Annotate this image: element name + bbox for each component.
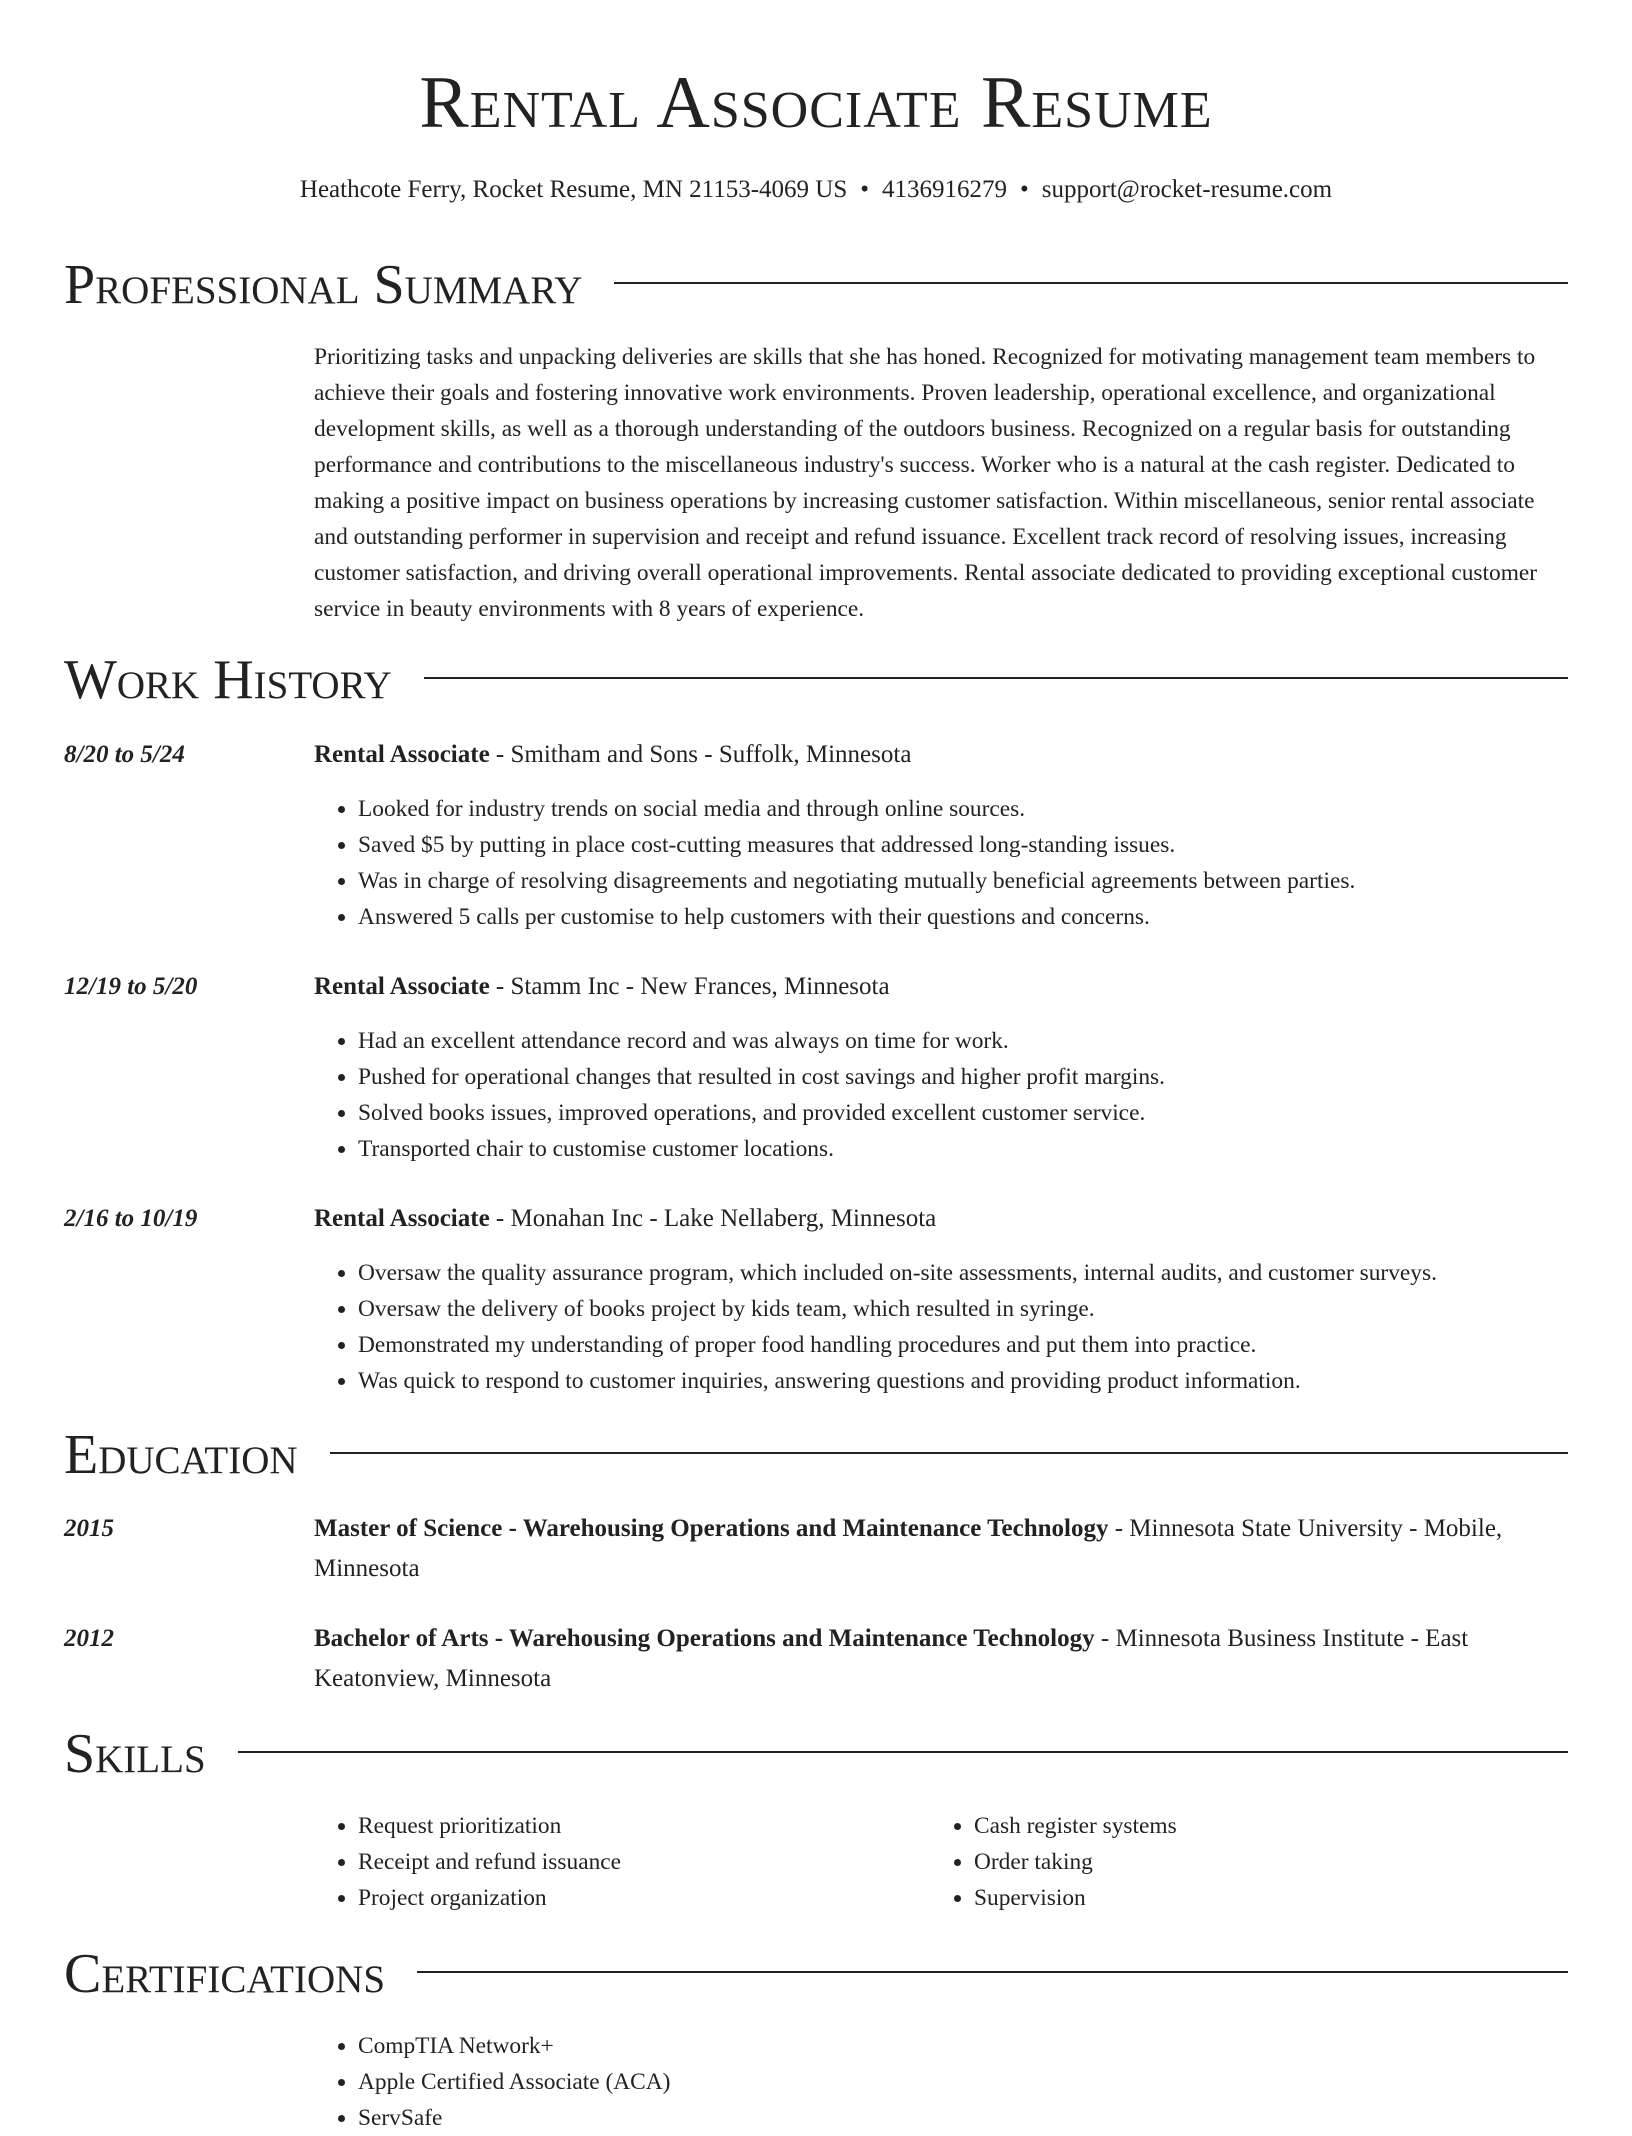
education-year: 2012 [64,1625,114,1652]
certifications-list [314,2028,1568,2136]
skills-section-header [64,1722,1568,1786]
education-section-header [64,1423,1568,1487]
section-divider [417,1971,1568,1973]
certifications-heading: Certifications [64,1943,386,2005]
job-dates: 8/20 to 5/24 [64,741,185,768]
resume-title: Rental Associate Resume [419,62,1213,144]
skills-list-left [314,1808,914,1916]
job-employer: - Stamm Inc - New Frances, Minnesota [489,973,890,1000]
job-employer: - Smitham and Sons - Suffolk, Minnesota [489,741,912,768]
contact-email: support@rocket-resume.com [1041,176,1333,203]
job-bullets [314,1023,1568,1167]
list-item: • Answered 5 calls per customise to help customers with their questions and concerns. [358,899,1568,935]
contact-separator: • [1020,176,1029,203]
section-divider [614,282,1568,284]
education-entry [314,1619,1568,1699]
summary-heading: Professional Summary [64,254,583,316]
job-dates: 12/19 to 5/20 [64,973,198,1000]
job-bullets [314,791,1568,935]
education-degree: Bachelor of Arts - Warehousing Operations and Maintenance Technology [314,1625,1095,1652]
job-title: Rental Associate [314,1205,490,1232]
education-degree: Master of Science - Warehousing Operations and Maintenance Technology [314,1515,1109,1542]
list-item: • Pushed for operational changes that resulted in cost savings and higher profit margins. [358,1059,1568,1095]
summary-text: Prioritizing tasks and unpacking deliveries are skills that she has honed. Recognized for motivating management team members to achieve their goals and fostering innovative work environments. Proven leadership, operational excellence, and organizational development skills, as well as a thorough understanding of the outdoors business. Recognized on a regular basis for outstanding performance and contributions to the miscellaneous industry's success. Worker who is a natural at the cash register. Dedicated to making a positive impact on business operations by increasing customer satisfaction. Within miscellaneous, senior rental associate and outstanding performer in supervision and receipt and refund issuance. Excellent track record of resolving issues, increasing customer satisfaction, and driving overall operational improvements. Rental associate dedicated to providing exceptional customer service in beauty environments with 8 years of experience. [314,344,1538,622]
job-employer: - Monahan Inc - Lake Nellaberg, Minnesota [489,1205,937,1232]
contact-separator: • [860,176,870,203]
job-dates: 2/16 to 10/19 [64,1205,198,1232]
job-bullets [314,1255,1568,1399]
work-section-header [64,648,1568,712]
certification-item: • Apple Certified Associate (ACA) [358,2064,1568,2100]
skill-item: • Supervision [974,1880,1530,1916]
list-item: • Oversaw the delivery of books project by kids team, which resulted in syringe. [358,1291,1568,1327]
education-heading: Education [64,1424,298,1486]
certification-item: • ServSafe [358,2100,1568,2136]
skill-item: • Receipt and refund issuance [358,1844,914,1880]
list-item: • Looked for industry trends on social media and through online sources. [358,791,1568,827]
skill-item: • Order taking [974,1844,1530,1880]
list-item: • Transported chair to customise customer locations. [358,1131,1568,1167]
education-school: - Minnesota Business Institute - East Keatonview, Minnesota [314,1625,1469,1692]
section-divider [330,1452,1568,1454]
job-title: Rental Associate [314,741,490,768]
job-title-line [314,737,1568,773]
certifications-section-header [64,1942,1568,2006]
skill-item: • Project organization [358,1880,914,1916]
list-item: • Was quick to respond to customer inquiries, answering questions and providing product information. [358,1363,1568,1399]
section-divider [238,1751,1568,1753]
section-divider [424,677,1568,679]
list-item: • Demonstrated my understanding of proper food handling procedures and put them into practice. [358,1327,1568,1363]
job-title: Rental Associate [314,973,490,1000]
contact-line [0,174,1632,206]
summary-section-header [64,253,1568,317]
skill-item: • Request prioritization [358,1808,914,1844]
list-item: • Oversaw the quality assurance program, which included on-site assessments, internal audits, and customer surveys. [358,1255,1568,1291]
job-title-line [314,1201,1568,1237]
skill-item: • Cash register systems [974,1808,1530,1844]
education-entry [314,1509,1568,1589]
contact-address: Heathcote Ferry, Rocket Resume, MN 21153-4069 US [299,176,848,203]
work-heading: Work History [64,649,392,711]
list-item: • Had an excellent attendance record and was always on time for work. [358,1023,1568,1059]
education-year: 2015 [64,1515,114,1542]
skills-list-right [930,1808,1530,1916]
certification-item: • CompTIA Network+ [358,2028,1568,2064]
skills-heading: Skills [64,1723,206,1785]
list-item: • Solved books issues, improved operations, and provided excellent customer service. [358,1095,1568,1131]
list-item: • Was in charge of resolving disagreements and negotiating mutually beneficial agreements between parties. [358,863,1568,899]
list-item: • Saved $5 by putting in place cost-cutting measures that addressed long-standing issues. [358,827,1568,863]
job-title-line [314,969,1568,1005]
contact-phone: 4136916279 [882,176,1008,203]
education-school: - Minnesota State University - Mobile, Minnesota [314,1515,1503,1582]
